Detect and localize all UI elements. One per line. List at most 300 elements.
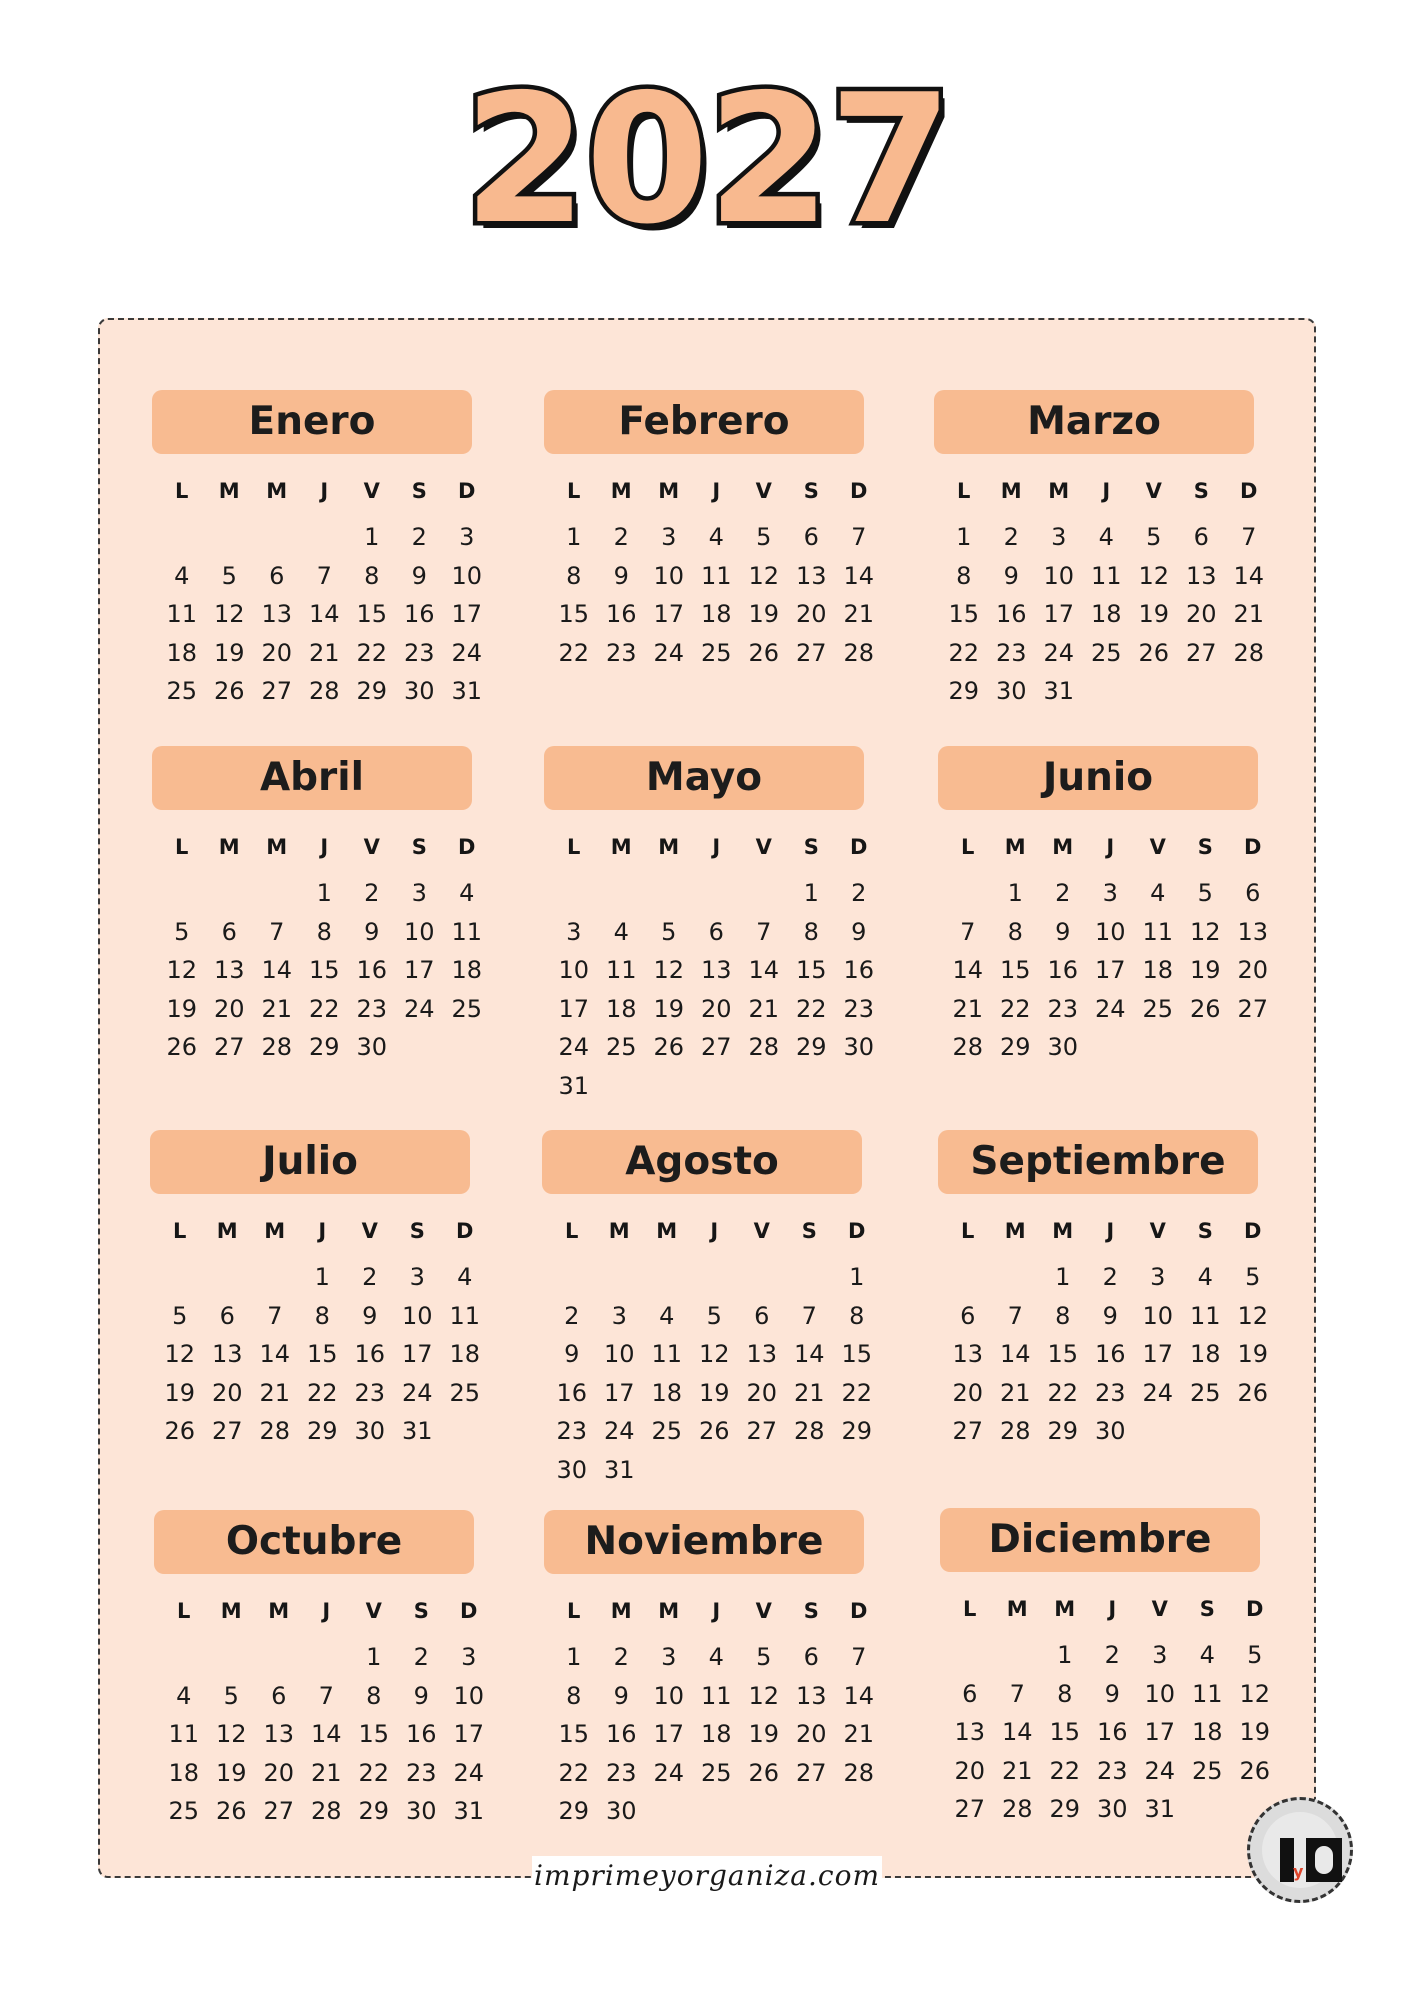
day-cell: 15 [356, 600, 388, 628]
day-cell: 19 [653, 994, 685, 1023]
day-cell: 10 [653, 561, 685, 590]
day-cell: 10 [1094, 917, 1126, 946]
day-cell: 16 [405, 1720, 437, 1748]
month-march [934, 390, 1265, 711]
day-cell: 11 [449, 1301, 481, 1330]
day-cell: 11 [166, 600, 198, 628]
weekday-header-row [158, 476, 488, 506]
day-cell: 8 [316, 917, 332, 946]
day-cell: 6 [219, 1301, 235, 1330]
day-cell: 28 [843, 1758, 875, 1787]
day-cell: 17 [403, 956, 435, 984]
day-cell: 16 [354, 1340, 386, 1368]
day-cell: 18 [449, 1340, 481, 1368]
weekday-label: D [850, 1599, 868, 1623]
day-cell: 6 [271, 1681, 287, 1710]
day-cell: 14 [308, 600, 340, 628]
day-cell: 7 [316, 561, 332, 590]
weekday-label: V [755, 1599, 772, 1623]
day-cell: 1 [314, 1263, 330, 1291]
day-cell: 23 [605, 1758, 637, 1787]
month-february [544, 390, 875, 672]
day-cell: 3 [566, 917, 582, 946]
day-cell: 11 [1189, 1301, 1221, 1330]
day-cell: 16 [843, 956, 875, 984]
day-cell: 26 [698, 1417, 730, 1445]
day-cell: 1 [956, 523, 972, 551]
day-cell: 29 [558, 1797, 590, 1825]
day-cell: 24 [653, 1758, 685, 1787]
day-cell: 6 [221, 917, 237, 946]
month-december [940, 1508, 1271, 1829]
day-cell: 6 [960, 1301, 976, 1330]
day-cell: 9 [851, 917, 867, 946]
weekday-label: M [264, 1219, 286, 1243]
day-cell: 29 [1047, 1417, 1079, 1445]
weekday-label: S [409, 1219, 425, 1243]
weekday-header-row [944, 832, 1274, 862]
weekday-label: S [1197, 835, 1213, 859]
day-cell: 19 [1237, 1340, 1269, 1368]
day-cell: 14 [1001, 1718, 1033, 1746]
day-cell: 13 [954, 1718, 986, 1746]
weekday-label: J [1108, 1597, 1117, 1621]
day-cell: 11 [605, 956, 637, 984]
day-cell: 14 [999, 1340, 1031, 1368]
day-cell: 6 [708, 917, 724, 946]
month-header: Agosto [542, 1130, 862, 1194]
day-cell: 2 [1003, 523, 1019, 551]
day-cell: 7 [318, 1681, 334, 1710]
day-cell: 8 [566, 561, 582, 590]
day-cell: 27 [211, 1417, 243, 1445]
day-cell: 4 [659, 1301, 675, 1330]
day-cell: 26 [1239, 1756, 1271, 1785]
weekday-label: S [411, 479, 427, 503]
day-cell: 11 [1090, 561, 1122, 590]
day-cell: 28 [310, 1797, 342, 1825]
day-cell: 20 [952, 1378, 984, 1407]
day-cell: 25 [651, 1417, 683, 1445]
website-url[interactable]: imprimeyorganiza.com [532, 1856, 882, 1896]
weekday-label: S [1193, 479, 1209, 503]
weekday-header-row [550, 476, 880, 506]
day-cell: 26 [164, 1417, 196, 1445]
day-cell: 16 [1047, 956, 1079, 984]
day-cell: 26 [166, 1033, 198, 1061]
day-cell: 25 [700, 638, 732, 667]
day-cell: 13 [261, 600, 293, 628]
day-cell: 10 [1142, 1301, 1174, 1330]
day-cell: 5 [1197, 879, 1213, 907]
weekday-header-row [156, 1216, 486, 1246]
day-cell: 2 [1055, 879, 1071, 907]
weekday-header-row [946, 1594, 1276, 1624]
weekday-label: J [712, 479, 721, 503]
empty-day-cell [691, 1258, 739, 1297]
day-cell: 5 [172, 1301, 188, 1330]
weekday-label: D [460, 1599, 478, 1623]
day-cell: 2 [564, 1301, 580, 1330]
weekday-label: S [413, 1599, 429, 1623]
day-cell: 24 [1043, 638, 1075, 667]
month-header: Noviembre [544, 1510, 864, 1574]
day-cell: 24 [1094, 994, 1126, 1023]
weekday-label: S [1197, 1219, 1213, 1243]
day-cell: 30 [405, 1797, 437, 1825]
empty-day-cell [301, 518, 349, 557]
day-cell: 23 [1094, 1378, 1126, 1407]
day-cell: 12 [748, 561, 780, 590]
day-cell: 2 [613, 1643, 629, 1671]
day-cell: 10 [1043, 561, 1075, 590]
weekday-label: V [755, 835, 772, 859]
day-cell: 4 [708, 1643, 724, 1671]
day-cell: 8 [1055, 1301, 1071, 1330]
day-cell: 27 [952, 1417, 984, 1445]
day-cell: 14 [748, 956, 780, 984]
day-cell: 7 [269, 917, 285, 946]
days-grid [944, 874, 1274, 1067]
day-cell: 29 [308, 1033, 340, 1061]
days-grid [158, 518, 488, 711]
day-cell: 27 [746, 1417, 778, 1445]
weekday-label: M [1048, 479, 1070, 503]
day-cell: 10 [401, 1301, 433, 1330]
weekday-label: J [318, 1219, 327, 1243]
day-cell: 8 [849, 1301, 865, 1330]
day-cell: 27 [795, 638, 827, 667]
day-cell: 27 [213, 1033, 245, 1061]
day-cell: 3 [1102, 879, 1118, 907]
day-cell: 21 [1233, 600, 1265, 628]
weekday-label: M [610, 479, 632, 503]
day-cell: 9 [1003, 561, 1019, 590]
day-cell: 2 [362, 1263, 378, 1291]
empty-day-cell [253, 874, 301, 913]
day-cell: 11 [451, 917, 483, 946]
day-cell: 12 [215, 1720, 247, 1748]
day-cell: 14 [952, 956, 984, 984]
day-cell: 14 [1233, 561, 1265, 590]
days-grid [548, 1258, 878, 1489]
day-cell: 24 [603, 1417, 635, 1445]
day-cell: 28 [952, 1033, 984, 1061]
day-cell: 17 [653, 1720, 685, 1748]
day-cell: 4 [1199, 1641, 1215, 1669]
day-cell: 12 [166, 956, 198, 984]
day-cell: 30 [356, 1033, 388, 1061]
day-cell: 3 [459, 523, 475, 551]
day-cell: 7 [1241, 523, 1257, 551]
weekday-label: J [712, 835, 721, 859]
day-cell: 30 [995, 677, 1027, 705]
weekday-label: S [803, 835, 819, 859]
day-cell: 3 [611, 1301, 627, 1330]
empty-day-cell [738, 1258, 786, 1297]
days-grid [156, 1258, 486, 1451]
day-cell: 22 [306, 1378, 338, 1407]
month-header: Marzo [934, 390, 1254, 454]
day-cell: 20 [1237, 956, 1269, 984]
empty-day-cell [251, 1258, 299, 1297]
day-cell: 3 [1051, 523, 1067, 551]
day-cell: 20 [795, 600, 827, 628]
day-cell: 29 [1049, 1795, 1081, 1823]
day-cell: 7 [756, 917, 772, 946]
empty-day-cell [596, 1258, 644, 1297]
day-cell: 21 [793, 1378, 825, 1407]
day-cell: 29 [358, 1797, 390, 1825]
day-cell: 25 [451, 994, 483, 1023]
day-cell: 4 [1150, 879, 1166, 907]
day-cell: 18 [1090, 600, 1122, 628]
day-cell: 12 [653, 956, 685, 984]
day-cell: 5 [661, 917, 677, 946]
day-cell: 21 [308, 638, 340, 667]
day-cell: 20 [954, 1756, 986, 1785]
day-cell: 13 [746, 1340, 778, 1368]
day-cell: 9 [1104, 1679, 1120, 1708]
day-cell: 18 [166, 638, 198, 667]
month-header: Febrero [544, 390, 864, 454]
day-cell: 31 [558, 1071, 590, 1100]
weekday-label: J [1102, 479, 1111, 503]
weekday-label: S [1199, 1597, 1215, 1621]
weekday-label: L [175, 835, 189, 859]
day-cell: 15 [1047, 1340, 1079, 1368]
day-cell: 29 [795, 1033, 827, 1061]
day-cell: 25 [1142, 994, 1174, 1023]
day-cell: 5 [174, 917, 190, 946]
day-cell: 28 [999, 1417, 1031, 1445]
day-cell: 24 [1144, 1756, 1176, 1785]
weekday-label: L [961, 1219, 975, 1243]
day-cell: 7 [960, 917, 976, 946]
day-cell: 31 [401, 1417, 433, 1445]
day-cell: 17 [1142, 1340, 1174, 1368]
weekday-header-row [940, 476, 1270, 506]
month-may [544, 746, 875, 1105]
weekday-label: S [803, 1599, 819, 1623]
day-cell: 11 [1191, 1679, 1223, 1708]
day-cell: 21 [843, 1720, 875, 1748]
day-cell: 31 [1043, 677, 1075, 705]
weekday-label: M [1054, 1597, 1076, 1621]
empty-day-cell [994, 1636, 1042, 1675]
weekday-label: L [175, 479, 189, 503]
day-cell: 7 [1009, 1679, 1025, 1708]
day-cell: 16 [995, 600, 1027, 628]
day-cell: 11 [1142, 917, 1174, 946]
day-cell: 4 [708, 523, 724, 551]
day-cell: 2 [413, 1643, 429, 1671]
weekday-header-row [160, 1596, 490, 1626]
weekday-label: M [1000, 479, 1022, 503]
days-grid [946, 1636, 1276, 1829]
day-cell: 23 [843, 994, 875, 1023]
weekday-label: L [173, 1219, 187, 1243]
day-cell: 17 [1144, 1718, 1176, 1746]
month-header: Septiembre [938, 1130, 1258, 1194]
day-cell: 21 [999, 1378, 1031, 1407]
weekday-label: D [456, 1219, 474, 1243]
day-cell: 22 [358, 1758, 390, 1787]
month-header: Junio [938, 746, 1258, 810]
day-cell: 27 [261, 677, 293, 705]
day-cell: 20 [1185, 600, 1217, 628]
weekday-label: V [363, 479, 380, 503]
day-cell: 14 [261, 956, 293, 984]
weekday-label: J [1106, 835, 1115, 859]
logo-badge-icon [1262, 1812, 1338, 1888]
day-cell: 26 [748, 638, 780, 667]
day-cell: 5 [706, 1301, 722, 1330]
day-cell: 17 [653, 600, 685, 628]
logo-letter-y-icon: y [1293, 1862, 1304, 1881]
day-cell: 9 [364, 917, 380, 946]
day-cell: 15 [558, 600, 590, 628]
day-cell: 20 [263, 1758, 295, 1787]
day-cell: 12 [1239, 1679, 1271, 1708]
empty-day-cell [208, 1638, 256, 1677]
day-cell: 6 [803, 523, 819, 551]
day-cell: 2 [364, 879, 380, 907]
weekday-label: M [610, 1599, 632, 1623]
day-cell: 3 [1150, 1263, 1166, 1291]
day-cell: 23 [354, 1378, 386, 1407]
day-cell: 15 [841, 1340, 873, 1368]
day-cell: 19 [166, 994, 198, 1023]
days-grid [160, 1638, 490, 1831]
day-cell: 28 [1233, 638, 1265, 667]
weekday-label: M [658, 479, 680, 503]
day-cell: 5 [1146, 523, 1162, 551]
day-cell: 12 [213, 600, 245, 628]
weekday-label: V [753, 1219, 770, 1243]
weekday-label: M [220, 1599, 242, 1623]
day-cell: 2 [1102, 1263, 1118, 1291]
calendar-panel [98, 318, 1316, 1878]
day-cell: 15 [795, 956, 827, 984]
day-cell: 17 [603, 1378, 635, 1407]
empty-day-cell [206, 518, 254, 557]
day-cell: 18 [700, 1720, 732, 1748]
day-cell: 4 [176, 1681, 192, 1710]
weekday-label: L [177, 1599, 191, 1623]
weekday-label: D [1246, 1597, 1264, 1621]
month-header: Abril [152, 746, 472, 810]
day-cell: 22 [308, 994, 340, 1023]
day-cell: 23 [556, 1417, 588, 1445]
day-cell: 26 [748, 1758, 780, 1787]
weekday-label: V [361, 1219, 378, 1243]
day-cell: 9 [613, 1681, 629, 1710]
day-cell: 27 [700, 1033, 732, 1061]
day-cell: 14 [259, 1340, 291, 1368]
empty-day-cell [156, 1258, 204, 1297]
day-cell: 3 [411, 879, 427, 907]
days-grid [944, 1258, 1274, 1451]
day-cell: 30 [1096, 1795, 1128, 1823]
weekday-label: L [961, 835, 975, 859]
day-cell: 13 [795, 1681, 827, 1710]
day-cell: 30 [354, 1417, 386, 1445]
weekday-label: V [365, 1599, 382, 1623]
day-cell: 21 [1001, 1756, 1033, 1785]
day-cell: 13 [700, 956, 732, 984]
days-grid [550, 874, 880, 1105]
day-cell: 21 [261, 994, 293, 1023]
day-cell: 8 [803, 917, 819, 946]
month-november [544, 1510, 875, 1831]
month-june [938, 746, 1269, 1067]
weekday-label: J [1106, 1219, 1115, 1243]
day-cell: 4 [613, 917, 629, 946]
weekday-label: S [411, 835, 427, 859]
day-cell: 1 [1057, 1641, 1073, 1669]
day-cell: 22 [841, 1378, 873, 1407]
day-cell: 1 [1055, 1263, 1071, 1291]
day-cell: 17 [401, 1340, 433, 1368]
day-cell: 20 [211, 1378, 243, 1407]
day-cell: 23 [605, 638, 637, 667]
weekday-label: J [712, 1599, 721, 1623]
day-cell: 10 [453, 1681, 485, 1710]
weekday-label: L [567, 479, 581, 503]
empty-day-cell [158, 518, 206, 557]
logo-letter-o-icon [1306, 1838, 1342, 1882]
weekday-label: S [803, 479, 819, 503]
day-cell: 4 [457, 1263, 473, 1291]
day-cell: 20 [261, 638, 293, 667]
day-cell: 10 [603, 1340, 635, 1368]
day-cell: 16 [356, 956, 388, 984]
weekday-label: M [216, 1219, 238, 1243]
day-cell: 25 [700, 1758, 732, 1787]
day-cell: 14 [843, 561, 875, 590]
day-cell: 14 [310, 1720, 342, 1748]
days-grid [550, 518, 880, 672]
day-cell: 15 [1049, 1718, 1081, 1746]
day-cell: 19 [1239, 1718, 1271, 1746]
day-cell: 18 [1142, 956, 1174, 984]
day-cell: 23 [356, 994, 388, 1023]
month-header: Octubre [154, 1510, 474, 1574]
day-cell: 2 [411, 523, 427, 551]
day-cell: 19 [748, 1720, 780, 1748]
day-cell: 10 [451, 561, 483, 590]
day-cell: 22 [558, 638, 590, 667]
day-cell: 4 [1098, 523, 1114, 551]
day-cell: 12 [1237, 1301, 1269, 1330]
day-cell: 15 [999, 956, 1031, 984]
weekday-label: D [458, 479, 476, 503]
day-cell: 3 [1152, 1641, 1168, 1669]
day-cell: 9 [362, 1301, 378, 1330]
day-cell: 25 [166, 677, 198, 705]
day-cell: 19 [698, 1378, 730, 1407]
weekday-label: M [608, 1219, 630, 1243]
weekday-label: M [1004, 1219, 1026, 1243]
weekday-label: D [1244, 835, 1262, 859]
empty-day-cell [946, 1636, 994, 1675]
day-cell: 9 [413, 1681, 429, 1710]
day-cell: 1 [566, 1643, 582, 1671]
day-cell: 30 [605, 1797, 637, 1825]
day-cell: 22 [795, 994, 827, 1023]
day-cell: 31 [1144, 1795, 1176, 1823]
